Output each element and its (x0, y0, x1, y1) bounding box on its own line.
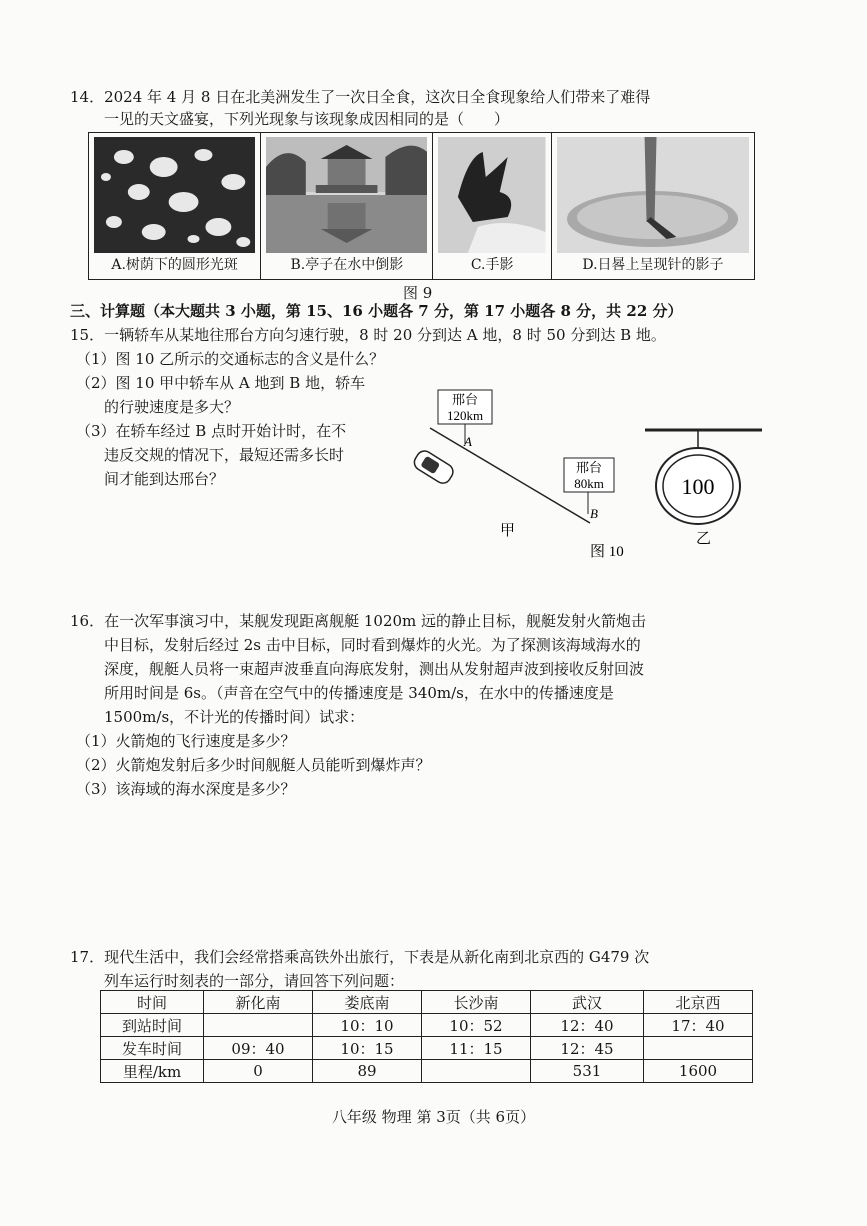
sign-b-text1: 邢台 (575, 460, 603, 475)
table-cell: 0 (204, 1060, 313, 1083)
table-row (101, 1060, 753, 1083)
table-cell: 10：10 (313, 1014, 422, 1037)
table-row (101, 1014, 753, 1037)
point-b-label: B (590, 506, 598, 521)
q17-stem-line1: 17．现代生活中，我们会经常搭乘高铁外出旅行，下表是从新化南到北京西的 G479 次 (70, 948, 650, 966)
q14-stem-line2: 一见的天文盛宴，下列光现象与该现象成因相同的是（ ） (104, 110, 510, 128)
option-d-caption: D.日晷上呈现针的影子 (582, 257, 724, 273)
option-c-photo (438, 137, 545, 253)
option-b-caption: B.亭子在水中倒影 (290, 257, 404, 273)
page-footer: 八年级 物理 第 3页（共 6页） (331, 1108, 536, 1126)
table-cell: 17：40 (644, 1014, 753, 1037)
option-a-caption: A.树荫下的圆形光斑 (111, 257, 238, 273)
table-cell: 89 (313, 1060, 422, 1083)
q16-stem-line3: 深度，舰艇人员将一束超声波垂直向海底发射，测出从发射超声波到接收反射回波 (104, 660, 645, 678)
q16-stem-line5: 1500m/s，不计光的传播时间）试求： (104, 708, 365, 726)
figure-9-caption: 图 9 (403, 284, 433, 302)
car-icon (411, 448, 456, 486)
option-a-photo (94, 137, 255, 253)
q16-part3: （3）该海域的海水深度是多少？ (76, 780, 296, 798)
train-timetable (100, 990, 753, 1083)
table-header-cell: 新化南 (204, 991, 313, 1014)
table-cell: 531 (531, 1060, 644, 1083)
section-3-heading: 三、计算题（本大题共 3 小题，第 15、16 小题各 7 分，第 17 小题各 8 分，共 22 分） (70, 302, 683, 320)
table-header-cell: 北京西 (644, 991, 753, 1014)
option-d-photo (557, 137, 749, 253)
table-cell (422, 1060, 531, 1083)
table-cell: 10：15 (313, 1037, 422, 1060)
point-a-label: A (464, 434, 472, 449)
table-cell: 里程/km (101, 1060, 204, 1083)
q16-stem-line4: 所用时间是 6s。（声音在空气中的传播速度是 340m/s，在水中的传播速度是 (104, 684, 614, 702)
figure-10-caption: 图 10 (590, 544, 624, 560)
speed-limit-value: 100 (681, 474, 715, 499)
q15-part2-line1: （2）图 10 甲中轿车从 A 地到 B 地，轿车 (76, 374, 366, 392)
table-cell: 到站时间 (101, 1014, 204, 1037)
option-a-cell (89, 133, 261, 279)
table-cell (204, 1014, 313, 1037)
table-cell: 10：52 (422, 1014, 531, 1037)
table-cell (644, 1037, 753, 1060)
option-b-photo (266, 137, 427, 253)
q16-part1: （1）火箭炮的飞行速度是多少？ (76, 732, 296, 750)
table-header-cell: 时间 (101, 991, 204, 1014)
table-header-cell: 娄底南 (313, 991, 422, 1014)
option-d-cell (552, 133, 754, 279)
table-header-cell: 长沙南 (422, 991, 531, 1014)
q16-stem-line2: 中目标，发射后经过 2s 击中目标，同时看到爆炸的火光。为了探测该海域海水的 (104, 636, 641, 654)
sign-a-text1: 邢台 (451, 392, 479, 407)
sign-a-text2: 120km (446, 408, 484, 423)
q15-part2-line2: 的行驶速度是多大？ (104, 398, 240, 416)
table-header-row (101, 991, 753, 1014)
q15-part1: （1）图 10 乙所示的交通标志的含义是什么？ (76, 350, 385, 368)
figure-10-diagram (400, 378, 780, 568)
q16-stem-line1: 16．在一次军事演习中，某舰发现距离舰艇 1020m 远的静止目标，舰艇发射火箭炮击 (70, 612, 647, 630)
sign-b-text2: 80km (574, 476, 604, 491)
table-cell: 发车时间 (101, 1037, 204, 1060)
q15-part3-line3: 间才能到达邢台？ (104, 470, 225, 488)
option-b-cell (261, 133, 433, 279)
table-cell: 12：45 (531, 1037, 644, 1060)
option-c-cell (433, 133, 551, 279)
figure-9-options (88, 132, 755, 280)
table-row (101, 1037, 753, 1060)
table-cell: 1600 (644, 1060, 753, 1083)
q17-stem-line2: 列车运行时刻表的一部分，请回答下列问题： (104, 972, 405, 990)
q16-part2: （2）火箭炮发射后多少时间舰艇人员能听到爆炸声？ (76, 756, 431, 774)
q15-part3-line2: 违反交规的情况下，最短还需多长时 (104, 446, 345, 464)
table-cell: 12：40 (531, 1014, 644, 1037)
q15-part3-line1: （3）在轿车经过 B 点时开始计时，在不 (76, 422, 347, 440)
table-cell: 09：40 (204, 1037, 313, 1060)
option-c-caption: C.手影 (470, 257, 514, 273)
q14-stem-line1: 14．2024 年 4 月 8 日在北美洲发生了一次日全食，这次日全食现象给人们带来了难得 (70, 88, 651, 106)
label-yi: 乙 (696, 531, 712, 547)
table-cell: 11：15 (422, 1037, 531, 1060)
label-jia: 甲 (500, 523, 516, 539)
table-header-cell: 武汉 (531, 991, 644, 1014)
q15-stem: 15．一辆轿车从某地往邢台方向匀速行驶，8 时 20 分到达 A 地，8 时 50 分到达 B 地。 (70, 326, 666, 344)
